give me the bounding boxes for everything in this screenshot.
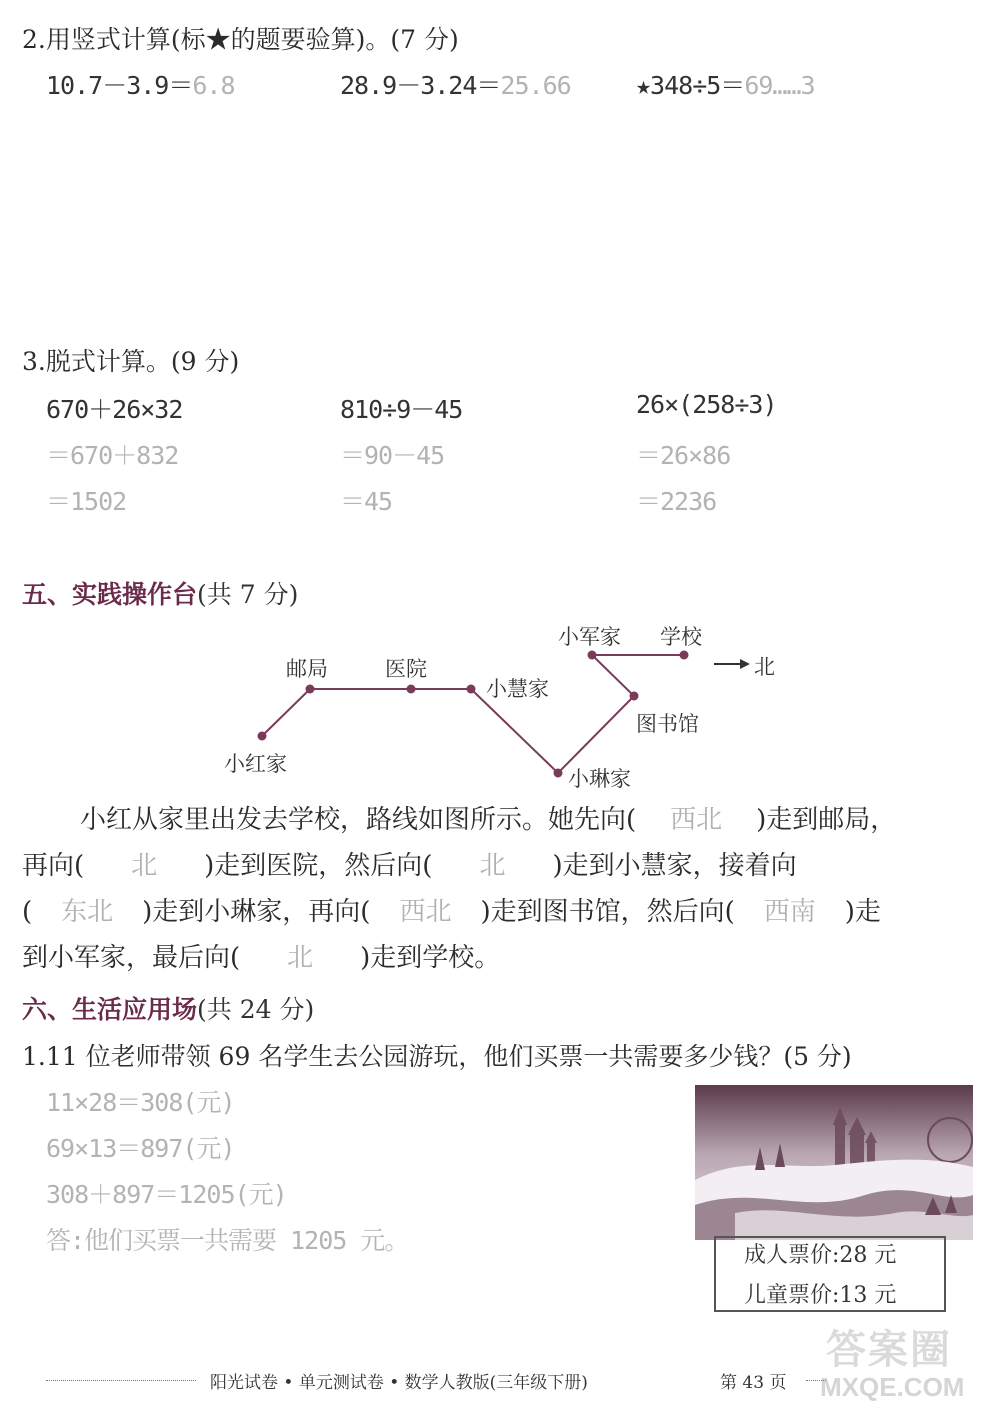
label-xiaolin: 小琳家 — [568, 767, 631, 791]
north-arrow-icon — [714, 659, 750, 669]
node-library — [630, 692, 639, 701]
section5-points: (共 7 分) — [197, 580, 299, 609]
q5-line-3 — [22, 889, 881, 935]
q5-text-9: )走 — [844, 897, 881, 927]
q3-col3-line1: 26×(258÷3) — [636, 390, 777, 419]
q3-col3-line3: ＝2236 — [636, 487, 717, 516]
child-ticket-price: 儿童票价:13 元 — [744, 1283, 897, 1308]
label-north: 北 — [754, 655, 775, 679]
node-hospital — [407, 685, 416, 694]
q6-1-answer: 答:他们买票一共需要 1205 元。 — [46, 1226, 409, 1255]
q5-line-4 — [22, 935, 500, 981]
q2-answer-3: 69……3 — [744, 71, 815, 100]
q5-text-11: )走到学校。 — [360, 943, 501, 973]
node-xiaojun — [588, 651, 597, 660]
q2-answer-2: 25.66 — [500, 71, 571, 100]
q6-1-line-2: 69×13＝897(元) — [46, 1134, 235, 1163]
answer-blank-2: 北 — [131, 851, 158, 881]
footer-title: 阳光试卷 • 单元测试卷 • 数学人教版(三年级下册) — [210, 1373, 588, 1393]
footer-page-number: 第 43 页 — [720, 1373, 787, 1393]
q2-expr-2: 28.9－3.24＝ — [340, 71, 501, 100]
q5-text-6: ( — [22, 897, 33, 927]
q3-col1-line2: ＝670＋832 — [46, 441, 179, 470]
answer-blank-1: 西北 — [670, 805, 723, 835]
q3-col2-line2: ＝90－45 — [340, 441, 445, 470]
answer-blank-7: 北 — [287, 943, 314, 973]
label-hospital: 医院 — [385, 657, 427, 681]
label-library: 图书馆 — [636, 712, 699, 736]
node-xiaohong — [258, 732, 267, 741]
section6-heading — [22, 990, 314, 1026]
answer-blank-3: 北 — [479, 851, 506, 881]
section6-title: 六、生活应用场 — [22, 995, 198, 1024]
label-xiaojun: 小军家 — [558, 625, 621, 649]
q5-line-2 — [22, 843, 797, 889]
q5-text-3: 再向( — [22, 851, 85, 881]
label-xiaohong: 小红家 — [224, 752, 287, 776]
q5-text-5: )走到小慧家，接着向 — [552, 851, 797, 881]
q2-expr-1: 10.7－3.9＝ — [46, 71, 193, 100]
node-school — [680, 651, 689, 660]
q5-text-7: )走到小琳家，再向( — [142, 897, 371, 927]
q2-title: 2.用竖式计算(标★的题要验算)。(7 分) — [22, 25, 459, 54]
q6-1-title: 1.11 位老师带领 69 名学生去公园游玩，他们买票一共需要多少钱？(5 分) — [22, 1042, 852, 1071]
footer-rule-right — [806, 1380, 826, 1381]
answer-blank-5: 西北 — [399, 897, 452, 927]
watermark-logo — [826, 1318, 974, 1378]
q3-col2-line3: ＝45 — [340, 487, 393, 516]
section6-points: (共 24 分) — [197, 995, 315, 1024]
section5-title: 五、实践操作台 — [22, 580, 198, 609]
q5-text-1: 小红从家里出发去学校，路线如图所示。她先向( — [80, 805, 637, 835]
park-castle-image — [695, 1085, 973, 1240]
q6-1-line-1: 11×28＝308(元) — [46, 1088, 235, 1117]
q5-text-10: 到小军家，最后向( — [22, 943, 241, 973]
label-school: 学校 — [660, 625, 702, 649]
q3-col1-line3: ＝1502 — [46, 487, 127, 516]
q3-col1-line1: 670＋26×32 — [46, 395, 183, 424]
watermark-url: MXQE.COM — [820, 1372, 965, 1402]
watermark-text: 答案圈 — [826, 1326, 952, 1373]
q5-text-8: )走到图书馆，然后向( — [480, 897, 735, 927]
node-xiaolin — [554, 769, 563, 778]
q5-text-2: )走到邮局， — [756, 805, 897, 835]
q2-answer-1: 6.8 — [192, 71, 235, 100]
answer-blank-6: 西南 — [763, 897, 816, 927]
adult-ticket-price: 成人票价:28 元 — [744, 1243, 897, 1268]
node-xiaohui — [467, 685, 476, 694]
node-post — [306, 685, 315, 694]
label-post: 邮局 — [286, 657, 328, 681]
q3-title: 3.脱式计算。(9 分) — [22, 347, 240, 376]
q6-1-line-3: 308＋897＝1205(元) — [46, 1180, 287, 1209]
q5-line-1 — [80, 797, 896, 843]
q5-text-4: )走到医院，然后向( — [204, 851, 433, 881]
label-xiaohui: 小慧家 — [486, 677, 549, 701]
answer-blank-4: 东北 — [61, 897, 114, 927]
q3-col2-line1: 810÷9－45 — [340, 395, 463, 424]
q2-expr-3: ★348÷5＝ — [636, 71, 745, 100]
q3-col3-line2: ＝26×86 — [636, 441, 731, 470]
footer-rule-left — [46, 1380, 196, 1381]
